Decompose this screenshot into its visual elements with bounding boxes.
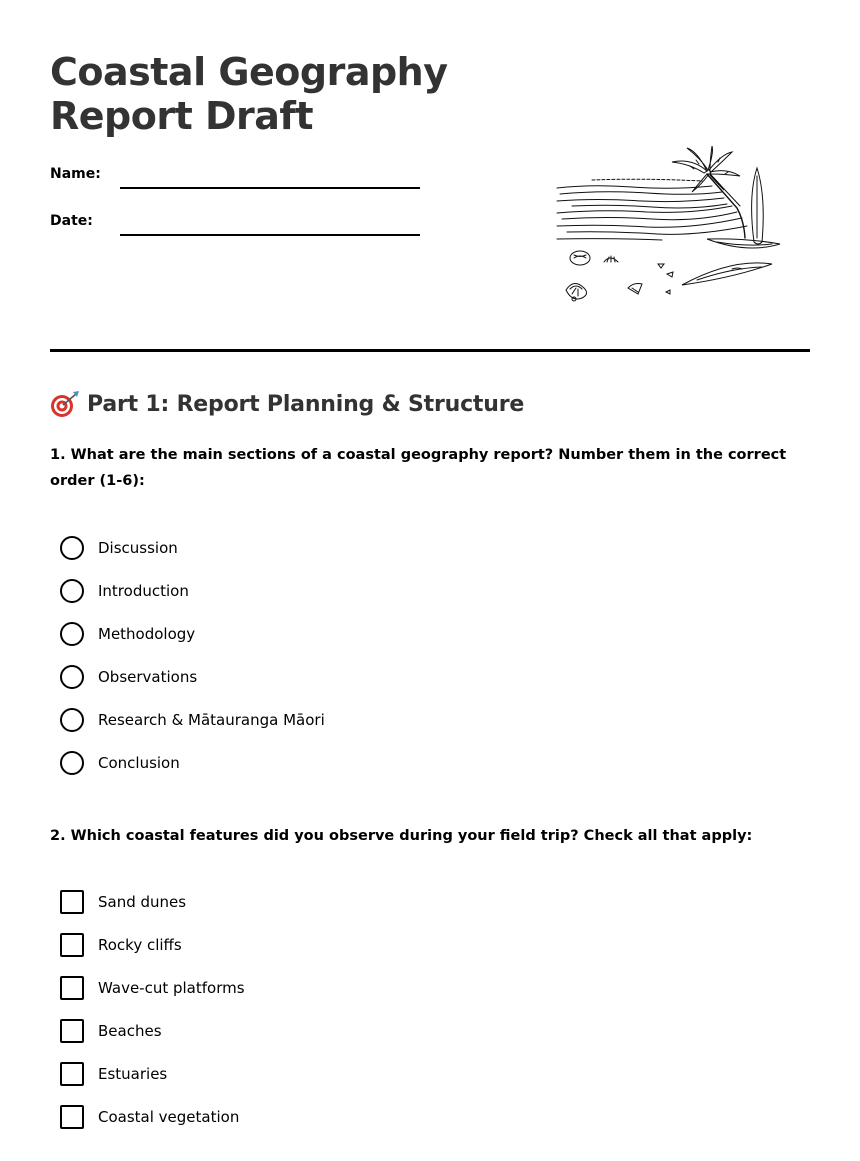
q2-option-rocky-cliffs[interactable] [60, 932, 182, 958]
q1-option-observations[interactable] [60, 664, 197, 690]
option-label: Research & Mātauranga Māori [98, 711, 325, 729]
option-label: Sand dunes [98, 893, 187, 911]
section-divider [50, 349, 810, 352]
radio-button[interactable] [60, 622, 84, 646]
q1-option-discussion[interactable] [60, 535, 178, 561]
q2-option-estuaries[interactable] [60, 1061, 167, 1087]
radio-button[interactable] [60, 536, 84, 560]
title-line-1: Coastal Geography [50, 50, 448, 94]
q2-option-sand-dunes[interactable] [60, 889, 186, 915]
q1-option-research[interactable] [60, 707, 325, 733]
option-label: Conclusion [98, 754, 180, 772]
target-dart-icon [50, 390, 80, 418]
title-line-2: Report Draft [50, 94, 314, 138]
option-label: Coastal vegetation [98, 1108, 240, 1126]
section-1-heading: Part 1: Report Planning & Structure [87, 391, 525, 417]
q1-option-methodology[interactable] [60, 621, 195, 647]
date-label: Date: [50, 213, 93, 229]
checkbox[interactable] [60, 933, 84, 957]
option-label: Estuaries [98, 1065, 168, 1083]
name-field[interactable] [120, 187, 420, 189]
option-label: Wave-cut platforms [98, 979, 245, 997]
checkbox[interactable] [60, 1062, 84, 1086]
radio-button[interactable] [60, 708, 84, 732]
section-1-header [50, 390, 524, 418]
checkbox[interactable] [60, 890, 84, 914]
q2-option-beaches[interactable] [60, 1018, 162, 1044]
q2-option-coastal-vegetation[interactable] [60, 1104, 239, 1130]
checkbox[interactable] [60, 1019, 84, 1043]
checkbox[interactable] [60, 976, 84, 1000]
checkbox[interactable] [60, 1105, 84, 1129]
beach-scene-illustration [552, 146, 786, 306]
option-label: Methodology [98, 625, 196, 643]
q1-option-conclusion[interactable] [60, 750, 180, 776]
question-1-text: 1. What are the main sections of a coastal geography report? Number them in the correct order (1-6): [50, 447, 787, 489]
radio-button[interactable] [60, 665, 84, 689]
option-label: Beaches [98, 1022, 162, 1040]
option-label: Observations [98, 668, 198, 686]
page-title [50, 50, 448, 138]
q1-option-introduction[interactable] [60, 578, 189, 604]
name-label: Name: [50, 166, 101, 182]
radio-button[interactable] [60, 751, 84, 775]
option-label: Discussion [98, 539, 178, 557]
q2-option-wave-cut-platforms[interactable] [60, 975, 245, 1001]
question-2-text: 2. Which coastal features did you observe during your field trip? Check all that apply: [50, 828, 753, 844]
date-field[interactable] [120, 234, 420, 236]
option-label: Introduction [98, 582, 189, 600]
radio-button[interactable] [60, 579, 84, 603]
option-label: Rocky cliffs [98, 936, 182, 954]
